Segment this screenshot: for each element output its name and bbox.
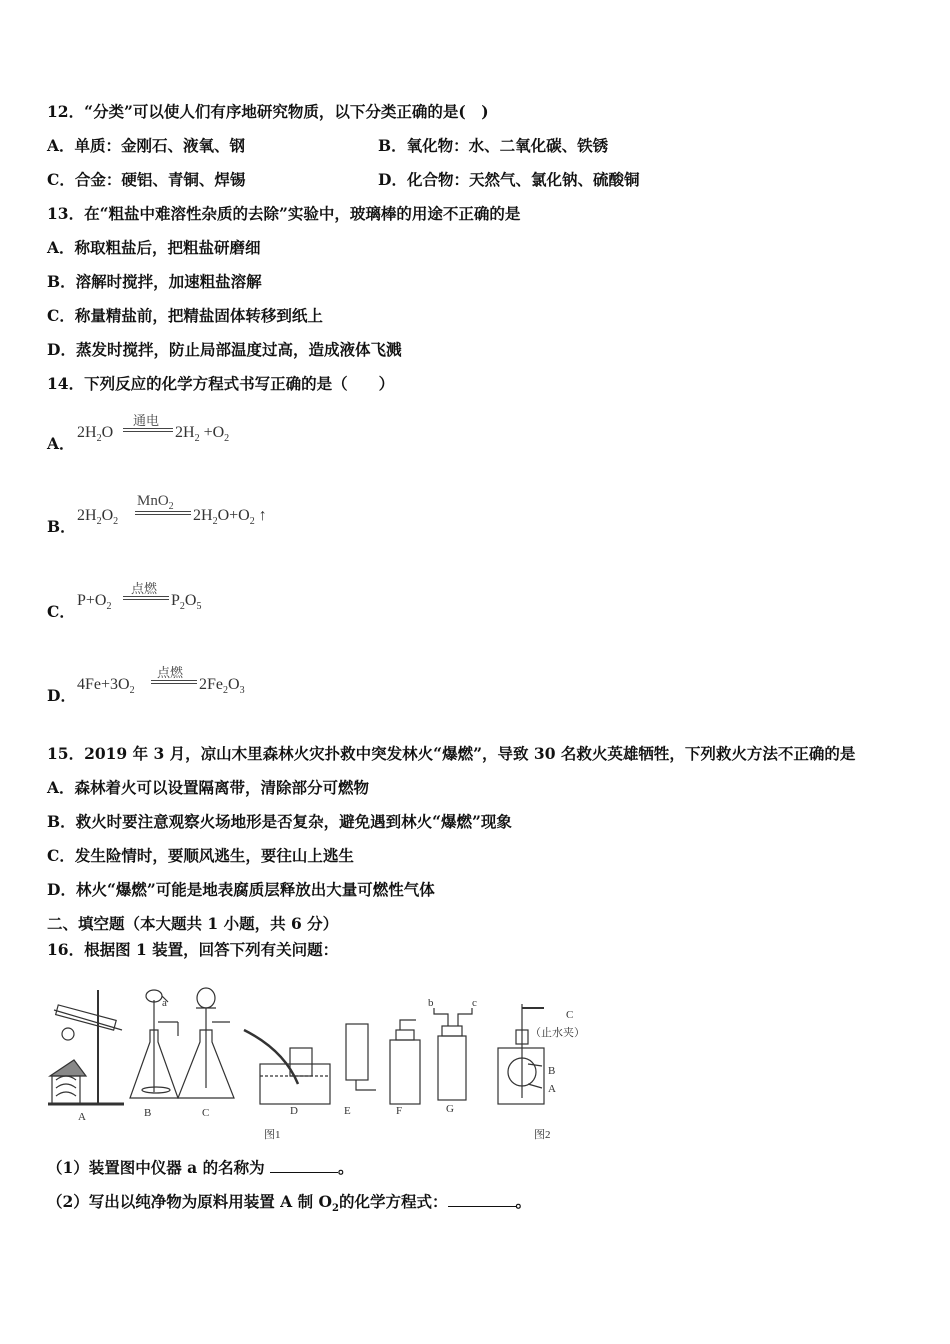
q16-sub1-end: 。 <box>338 1158 354 1177</box>
fig2-label-C: C <box>566 1009 574 1021</box>
equation-rhs: $2H_2 +O_2$ <box>175 424 230 445</box>
q13-option-b: B．溶解时搅拌，加速粗盐溶解 <box>47 272 262 291</box>
label-a: a <box>162 997 167 1009</box>
equation-lhs: $4Fe+3O_2$ <box>77 676 135 697</box>
q16-sub2-text-2: 的化学方程式： <box>338 1192 448 1211</box>
equation-lhs: $P+O_2$ <box>77 592 112 613</box>
label-c: c <box>472 997 477 1009</box>
equation-lhs: $2H_2O_2$ <box>77 507 119 528</box>
q12-option-d: D．化合物：天然气、氯化钠、硫酸铜 <box>378 170 640 189</box>
q14-option-d-label: D． <box>47 686 76 705</box>
fig1-caption: 图1 <box>264 1129 281 1141</box>
label-D: D <box>290 1105 298 1117</box>
q14-option-c-label: C． <box>47 602 75 621</box>
section-heading: 二、填空题（本大题共 1 小题，共 6 分） <box>47 914 339 933</box>
reaction-condition: 点燃 <box>157 665 184 680</box>
equation-rhs: $P_2O_5$ <box>171 592 202 613</box>
q13-option-d: D．蒸发时搅拌，防止局部温度过高，造成液体飞溅 <box>47 340 402 359</box>
reaction-condition: 通电 <box>133 413 160 428</box>
q13-option-c: C．称量精盐前，把精盐固体转移到纸上 <box>47 306 323 325</box>
reaction-condition: MnO$_2$ <box>137 493 174 512</box>
label-A: A <box>78 1111 86 1123</box>
equals-sign <box>123 428 173 432</box>
apparatus-drawing <box>44 980 604 1150</box>
label-b: b <box>428 997 434 1009</box>
equals-sign <box>123 596 169 600</box>
equation-rhs: $2H_2O+O_2$ ↑ <box>193 507 267 528</box>
label-C: C <box>202 1107 210 1119</box>
label-F: F <box>396 1105 403 1117</box>
q13-option-a: A．称取粗盐后，把粗盐研磨细 <box>47 238 261 257</box>
label-G: G <box>446 1103 454 1115</box>
equation-rhs: $2Fe_2O_3$ <box>199 676 245 697</box>
q15-option-c: C．发生险情时，要顺风逃生，要往山上逃生 <box>47 846 354 865</box>
equals-sign <box>135 511 191 515</box>
equals-sign <box>151 680 197 684</box>
q16-sub1-text: （1）装置图中仪器 a 的名称为 <box>47 1158 271 1177</box>
reaction-condition: 点燃 <box>131 581 158 596</box>
q16-sub2-text: （2）写出以纯净物为原料用装置 A 制 O <box>47 1192 333 1211</box>
q15-option-d: D．林火“爆燃”可能是地表腐质层释放出大量可燃性气体 <box>47 880 435 899</box>
q14-stem: 14．下列反应的化学方程式书写正确的是（ ） <box>47 374 395 393</box>
q14-option-a-label: A． <box>47 434 75 453</box>
q12-stem: 12．“分类”可以使人们有序地研究物质，以下分类正确的是( ) <box>47 102 489 121</box>
q15-option-a: A．森林着火可以设置隔离带，清除部分可燃物 <box>47 778 370 797</box>
q15-stem: 15．2019 年 3 月，凉山木里森林火灾扑救中突发林火“爆燃”，导致 30 名救火英雄牺牲，下列救火方法不正确的是 <box>47 744 856 763</box>
fig2-label-clamp: （止水夹） <box>530 1027 585 1039</box>
q16-sub1 <box>47 1158 354 1178</box>
q16-stem: 16．根据图 1 装置，回答下列有关问题： <box>47 940 339 959</box>
q14-option-b-label: B． <box>47 517 76 536</box>
label-B: B <box>144 1107 152 1119</box>
subscript: 2 <box>332 1203 339 1215</box>
q12-option-a: A．单质：金刚石、液氧、钢 <box>47 136 246 155</box>
q13-stem: 13．在“粗盐中难溶性杂质的去除”实验中，玻璃棒的用途不正确的是 <box>47 204 521 223</box>
apparatus-figure <box>44 980 604 1150</box>
label-E: E <box>344 1105 351 1117</box>
answer-blank-1[interactable] <box>270 1158 338 1173</box>
fig2-label-A: A <box>548 1083 556 1095</box>
fig2-caption: 图2 <box>534 1129 551 1141</box>
answer-blank-2[interactable] <box>448 1192 516 1207</box>
q12-option-b: B．氧化物：水、二氧化碳、铁锈 <box>378 136 609 155</box>
fig2-label-B: B <box>548 1065 556 1077</box>
q16-sub2 <box>47 1192 531 1219</box>
q12-option-c: C．合金：硬铝、青铜、焊锡 <box>47 170 246 189</box>
equation-lhs: $2H_2O$ <box>77 424 114 445</box>
q15-option-b: B．救火时要注意观察火场地形是否复杂，避免遇到林火“爆燃”现象 <box>47 812 512 831</box>
q16-sub2-end: 。 <box>515 1192 532 1211</box>
